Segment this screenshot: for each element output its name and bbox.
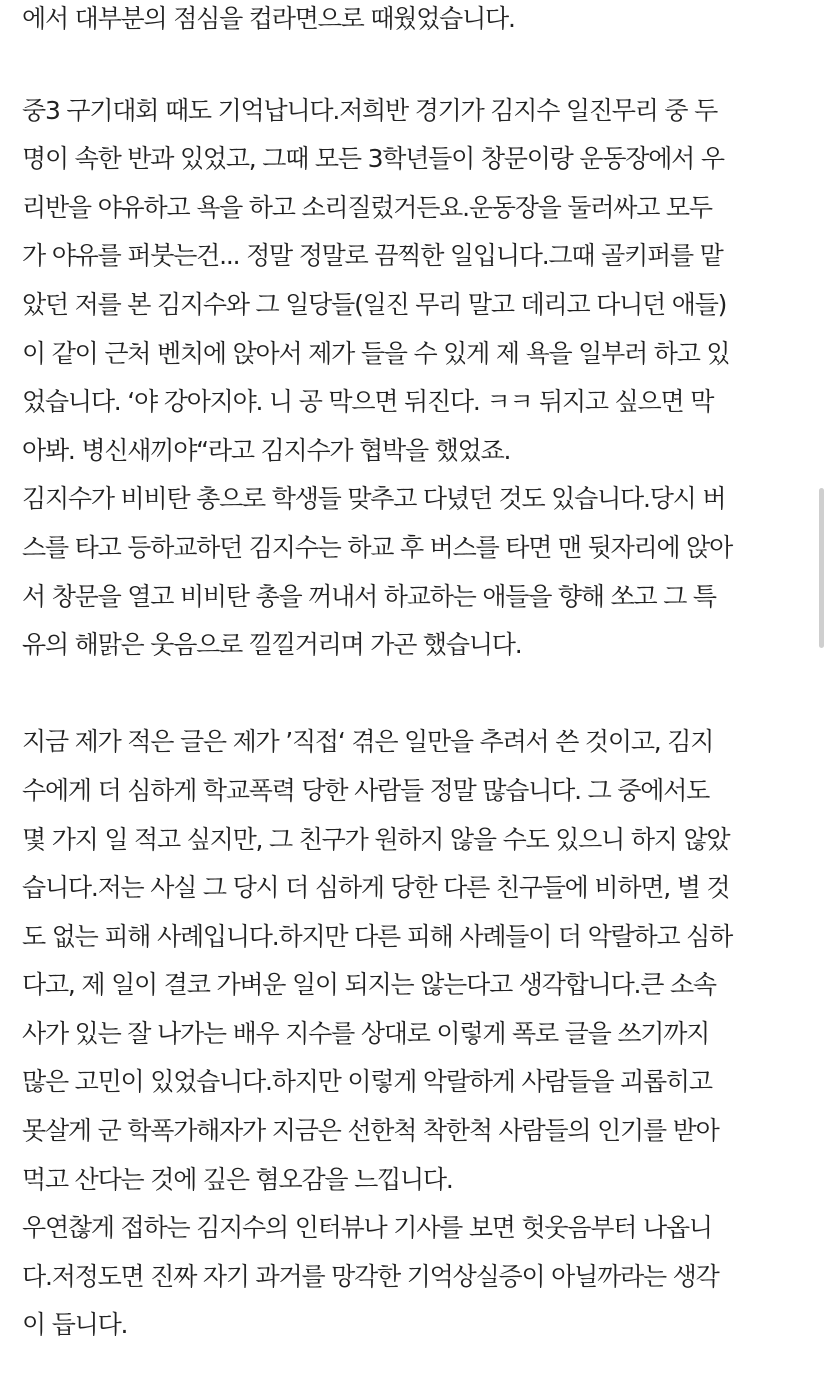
text-line: 우연찮게 접하는 김지수의 인터뷰나 기사를 보면 헛웃음부터 나옵니 xyxy=(22,1213,712,1243)
text-line: 에서 대부분의 점심을 컵라면으로 때웠었습니다. xyxy=(22,4,515,33)
text-line: 김지수가 비비탄 총으로 학생들 맞추고 다녔던 것도 있습니다.당시 버 xyxy=(22,484,726,514)
text-line: 명이 속한 반과 있었고, 그때 모든 3학년들이 창문이랑 운동장에서 우 xyxy=(22,144,724,174)
text-line: 수에게 더 심하게 학교폭력 당한 사람들 정말 많습니다. 그 중에서도 xyxy=(22,775,710,805)
text-line: 리반을 야유하고 욕을 하고 소리질렀거든요.운동장을 둘러싸고 모두 xyxy=(22,192,712,222)
text-line: 았던 저를 본 김지수와 그 일당들(일진 무리 말고 데리고 다니던 애들) xyxy=(22,289,727,319)
text-line: 유의 해맑은 웃음으로 낄낄거리며 가곤 했습니다. xyxy=(22,630,522,660)
text-line: 이 듭니다. xyxy=(22,1310,128,1340)
text-line: 중3 구기대회 때도 기억납니다.저희반 경기가 김지수 일진무리 중 두 xyxy=(22,95,718,125)
scrollbar-thumb[interactable] xyxy=(819,488,824,648)
text-line: 서 창문을 열고 비비탄 총을 꺼내서 하교하는 애들을 향해 쏘고 그 특 xyxy=(22,581,716,611)
text-line: 이 같이 근처 벤치에 앉아서 제가 들을 수 있게 제 욕을 일부러 하고 있 xyxy=(22,338,730,368)
text-line: 다.저정도면 진짜 자기 과거를 망각한 기억상실증이 아닐까라는 생각 xyxy=(22,1261,719,1291)
text-line: 못살게 군 학폭가해자가 지금은 선한척 착한척 사람들의 인기를 받아 xyxy=(22,1116,719,1146)
text-line: 먹고 산다는 것에 깊은 혐오감을 느낍니다. xyxy=(22,1164,453,1194)
text-line: 었습니다. ‘야 강아지야. 니 공 막으면 뒤진다. ㅋㅋ 뒤지고 싶으면 막 xyxy=(22,387,714,417)
paragraph-gap xyxy=(22,38,814,87)
paragraph-gap xyxy=(22,670,814,719)
text-line: 다고, 제 일이 결코 가벼운 일이 되지는 않는다고 생각합니다.큰 소속 xyxy=(22,970,716,1000)
text-line: 아봐. 병신새끼야“라고 김지수가 협박을 했었죠. xyxy=(22,435,511,465)
text-line: 몇 가지 일 적고 싶지만, 그 친구가 원하지 않을 수도 있으니 하지 않았 xyxy=(22,824,730,854)
text-line: 사가 있는 잘 나가는 배우 지수를 상대로 이렇게 폭로 글을 쓰기까지 xyxy=(22,1018,710,1048)
text-line: 습니다.저는 사실 그 당시 더 심하게 당한 다른 친구들에 비하면, 별 것 xyxy=(22,873,730,903)
text-line: 지금 제가 적은 글은 제가 ’직접‘ 겪은 일만을 추려서 쓴 것이고, 김지 xyxy=(22,727,714,757)
article-body xyxy=(22,0,814,1350)
text-line: 많은 고민이 있었습니다.하지만 이렇게 악랄하게 사람들을 괴롭히고 xyxy=(22,1067,712,1097)
text-line: 도 없는 피해 사례입니다.하지만 다른 피해 사례들이 더 악랄하고 심하 xyxy=(22,921,733,951)
text-line: 스를 타고 등하교하던 김지수는 하교 후 버스를 타면 맨 뒷자리에 앉아 xyxy=(22,532,733,562)
text-line: 가 야유를 퍼붓는건... 정말 정말로 끔찍한 일입니다.그때 골키퍼를 맡 xyxy=(22,241,723,271)
